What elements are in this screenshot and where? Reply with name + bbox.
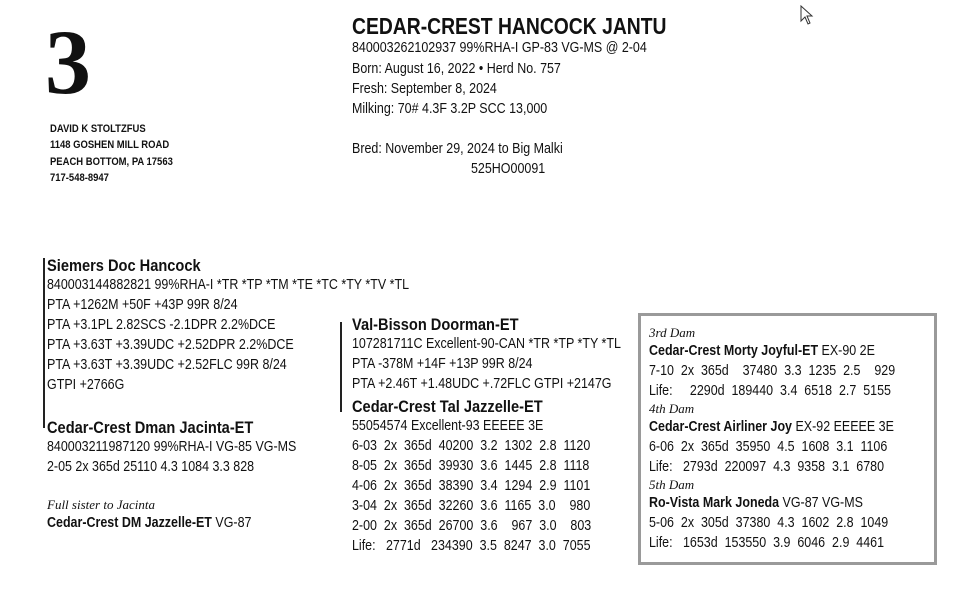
maternal-grandsire-line: 107281711C Excellent-90-CAN *TR *TP *TY *TL: [352, 336, 621, 352]
fourth-dam-title: [649, 419, 894, 435]
granddam-record: 4-06 2x 365d 38390 3.4 1294 2.9 1101: [352, 478, 591, 494]
granddam-name: Cedar-Crest Tal Jazzelle-ET: [352, 397, 543, 416]
pedigree-bracket-left: [43, 258, 45, 428]
sire-line: PTA +3.63T +3.39UDC +2.52FLC 99R 8/24: [47, 357, 287, 373]
animal-born: Born: August 16, 2022 • Herd No. 757: [352, 61, 561, 77]
maternal-grandsire-line: PTA +2.46T +1.48UDC +.72FLC GTPI +2147G: [352, 376, 612, 392]
granddam-record: 2-00 2x 365d 26700 3.6 967 3.0 803: [352, 518, 592, 534]
third-dam-lifetime: Life: 2290d 189440 3.4 6518 2.7 5155: [649, 383, 891, 399]
sire-name: Siemers Doc Hancock: [47, 256, 201, 275]
fifth-dam-name: Ro-Vista Mark Joneda: [649, 495, 780, 511]
sire-line: PTA +1262M +50F +43P 99R 8/24: [47, 297, 238, 313]
fourth-dam-record: 6-06 2x 365d 35950 4.5 1608 3.1 1106: [649, 439, 888, 455]
sister-name: Cedar-Crest DM Jazzelle-ET: [47, 515, 212, 531]
granddam-lifetime: Life: 2771d 234390 3.5 8247 3.0 7055: [352, 538, 591, 554]
sister-note: Full sister to Jacinta: [47, 497, 155, 512]
sister-score: VG-87: [211, 515, 252, 531]
owner-address-line-2: PEACH BOTTOM, PA 17563: [50, 155, 173, 168]
pedigree-bracket-middle: [340, 322, 342, 412]
granddam-record: 6-03 2x 365d 40200 3.2 1302 2.8 1120: [352, 438, 591, 454]
sire-line: 840003144882821 99%RHA-I *TR *TP *TM *TE *TC *TY *TV *TL: [47, 277, 410, 293]
animal-bred: Bred: November 29, 2024 to Big Malki: [352, 141, 563, 157]
sire-line: PTA +3.1PL 2.82SCS -2.1DPR 2.2%DCE: [47, 317, 276, 333]
sire-line: PTA +3.63T +3.39UDC +2.52DPR 2.2%DCE: [47, 337, 294, 353]
fourth-dam-name: Cedar-Crest Airliner Joy: [649, 419, 793, 435]
third-dam-name: Cedar-Crest Morty Joyful-ET: [649, 343, 819, 359]
maternal-grandsire-name: Val-Bisson Doorman-ET: [352, 315, 519, 334]
granddam-record: 8-05 2x 365d 39930 3.6 1445 2.8 1118: [352, 458, 590, 474]
animal-id-line: 840003262102937 99%RHA-I GP-83 VG-MS @ 2-04: [352, 40, 647, 56]
fifth-dam-label: 5th Dam: [649, 477, 695, 492]
granddam-record: 3-04 2x 365d 32260 3.6 1165 3.0 980: [352, 498, 591, 514]
third-dam-score: EX-90 2E: [818, 343, 875, 359]
sire-line: GTPI +2766G: [47, 377, 125, 393]
animal-bred-code: 525HO00091: [471, 161, 546, 177]
owner-address-line-1: 1148 GOSHEN MILL ROAD: [50, 139, 170, 152]
owner-block: [50, 121, 193, 186]
fifth-dam-score: VG-87 VG-MS: [779, 495, 863, 511]
sister-line: [47, 515, 251, 531]
fifth-dam-title: [649, 495, 863, 511]
mouse-cursor-icon: [800, 5, 814, 30]
dam-line: 2-05 2x 365d 25110 4.3 1084 3.3 828: [47, 459, 255, 475]
third-dam-record: 7-10 2x 365d 37480 3.3 1235 2.5 929: [649, 363, 896, 379]
fourth-dam-score: EX-92 EEEEE 3E: [792, 419, 894, 435]
fifth-dam-lifetime: Life: 1653d 153550 3.9 6046 2.9 4461: [649, 535, 885, 551]
fourth-dam-lifetime: Life: 2793d 220097 4.3 9358 3.1 6780: [649, 459, 885, 475]
maternal-grandsire-line: PTA -378M +14F +13P 99R 8/24: [352, 356, 533, 372]
animal-milking: Milking: 70# 4.3F 3.2P SCC 13,000: [352, 101, 548, 117]
third-dam-label: 3rd Dam: [649, 325, 696, 340]
owner-phone: 717-548-8947: [50, 171, 109, 184]
dam-line: 840003211987120 99%RHA-I VG-85 VG-MS: [47, 439, 297, 455]
animal-name: CEDAR-CREST HANCOCK JANTU: [352, 13, 667, 39]
dam-name: Cedar-Crest Dman Jacinta-ET: [47, 418, 254, 437]
granddam-line: 55054574 Excellent-93 EEEEE 3E: [352, 418, 544, 434]
animal-fresh: Fresh: September 8, 2024: [352, 81, 497, 97]
owner-name: DAVID K STOLTZFUS: [50, 123, 146, 135]
third-dam-title: [649, 343, 875, 359]
fifth-dam-record: 5-06 2x 305d 37380 4.3 1602 2.8 1049: [649, 515, 889, 531]
lot-number: 3: [45, 11, 91, 113]
fourth-dam-label: 4th Dam: [649, 401, 695, 416]
